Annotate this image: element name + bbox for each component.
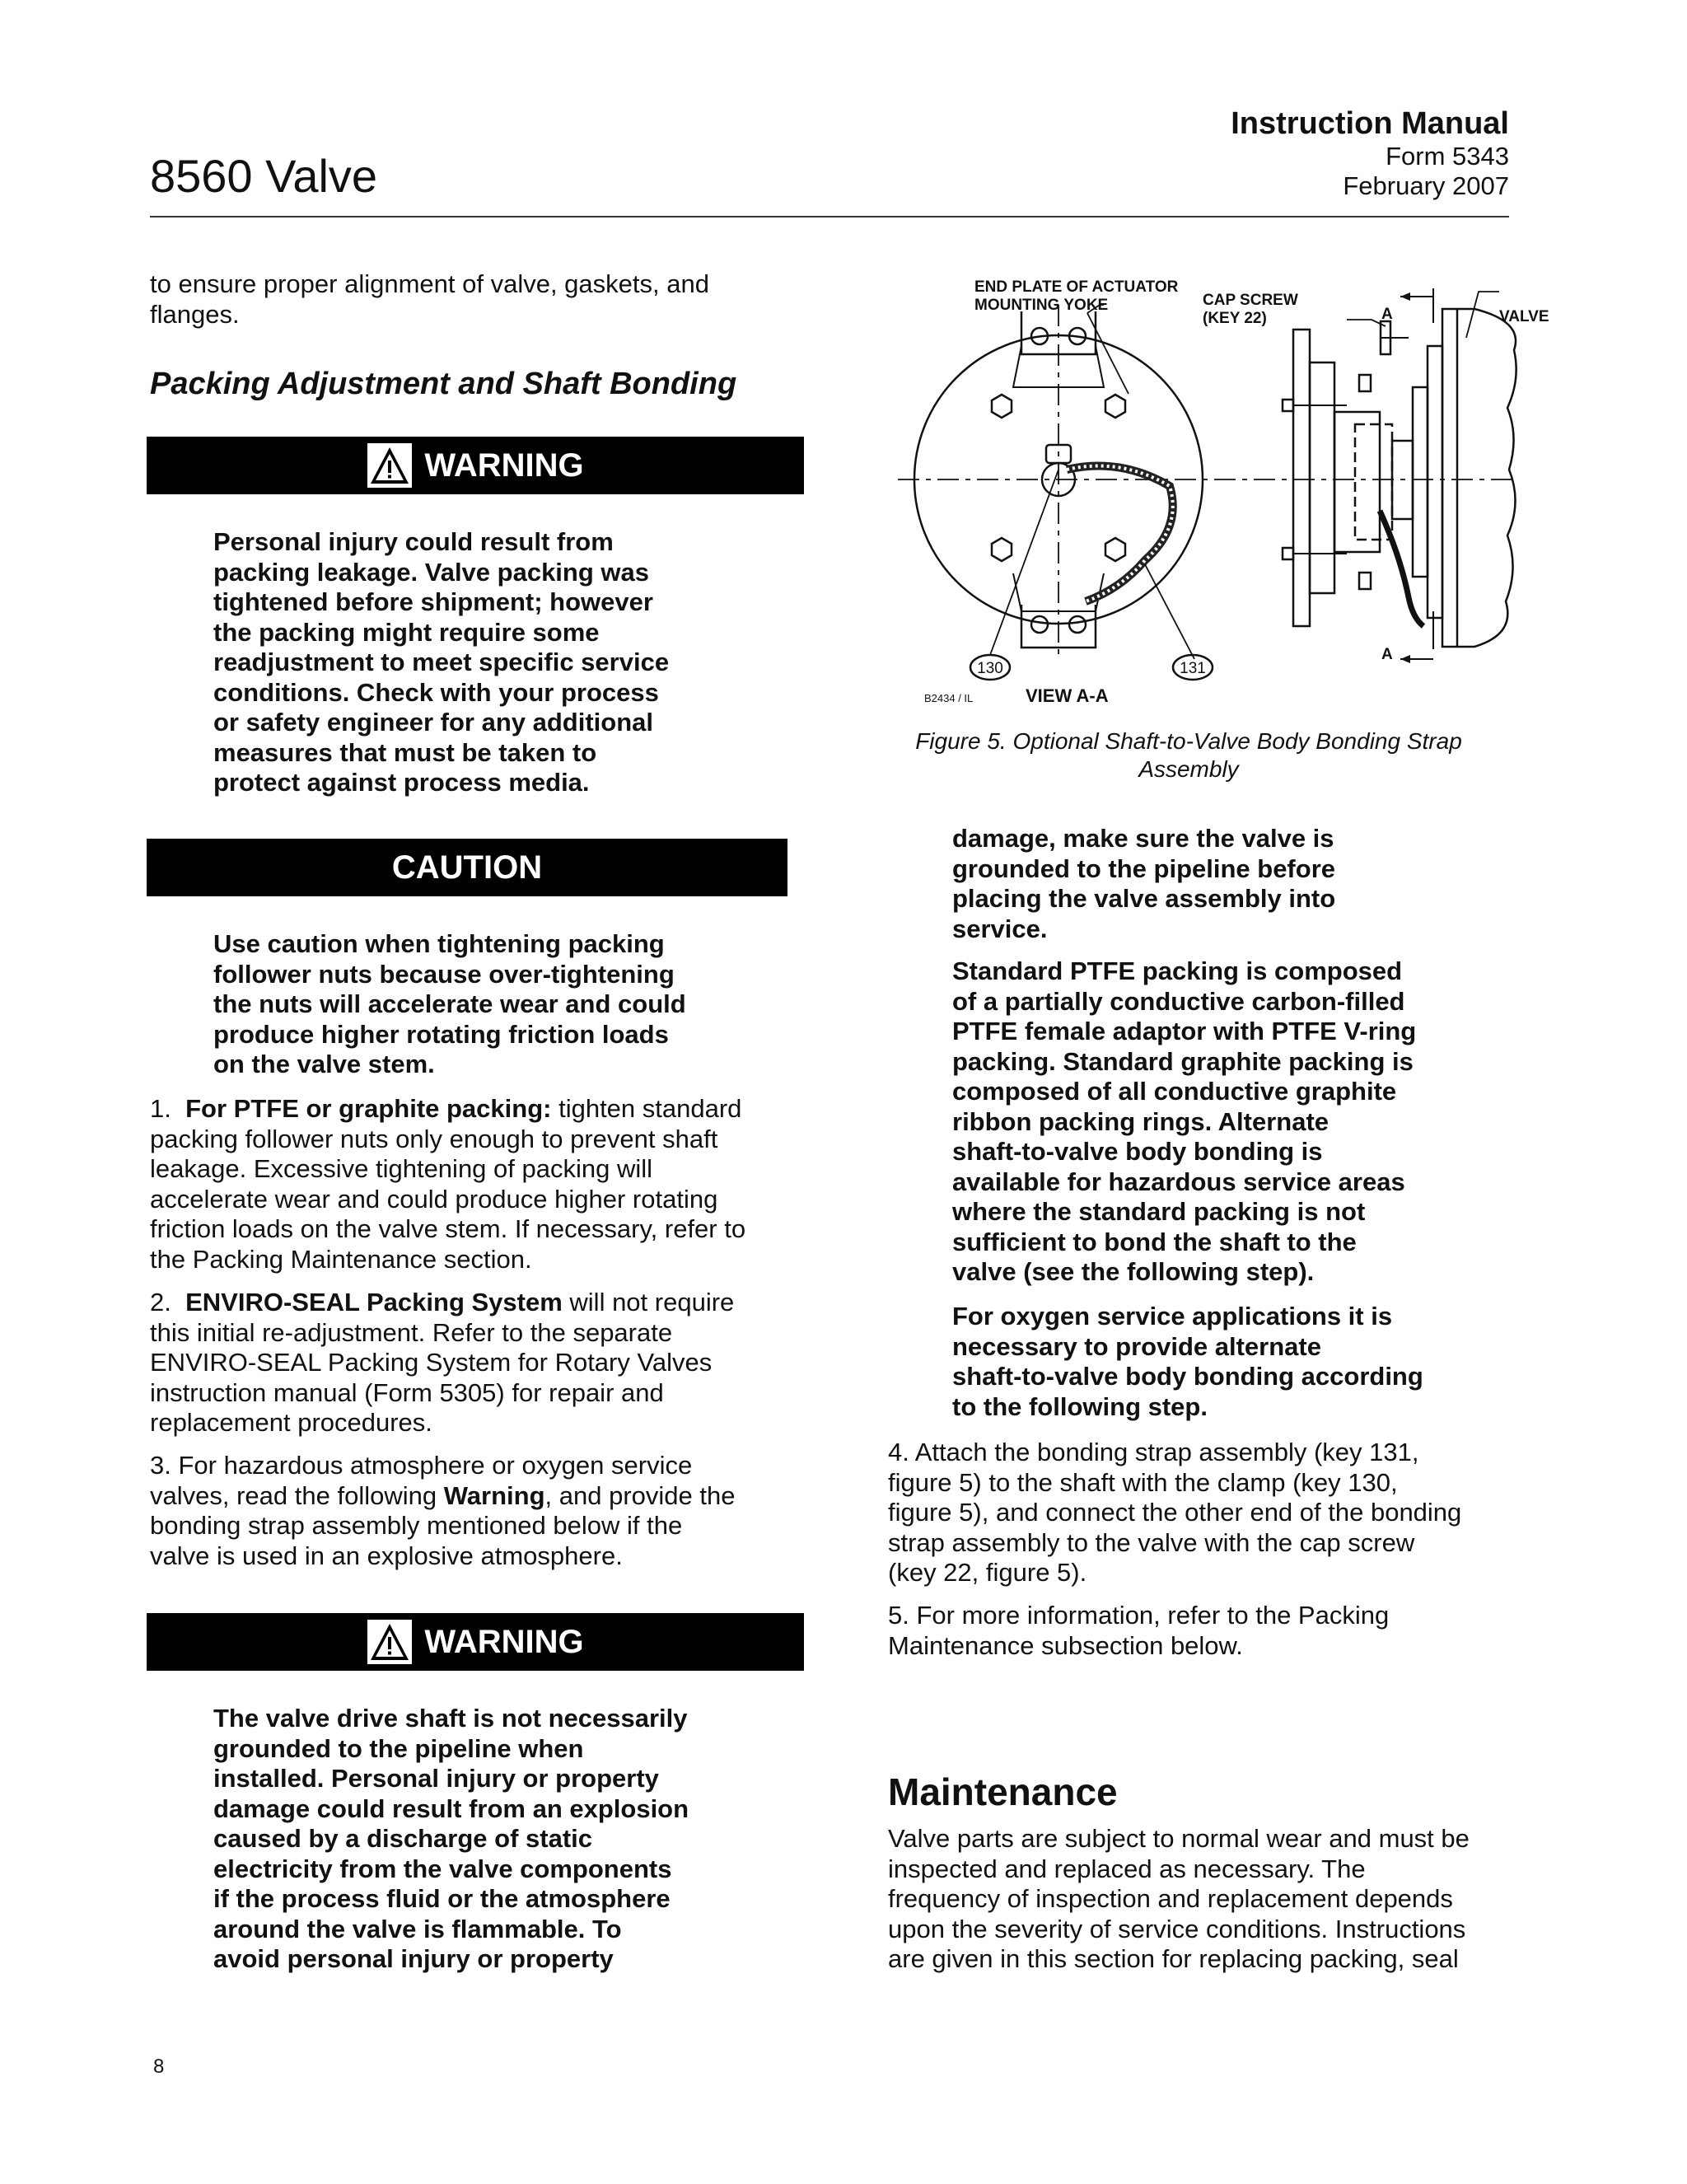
text-line: packing follower nuts only enough to prevent shaft <box>150 1124 718 1153</box>
caution-text <box>213 929 686 1080</box>
text-line: figure 5) to the shaft with the clamp (key 130, <box>888 1467 1398 1497</box>
text-line: flanges. <box>150 299 240 329</box>
page-number: 8 <box>153 2055 165 2078</box>
text-line: service. <box>952 914 1048 943</box>
step-bold-word: Warning <box>443 1480 545 1510</box>
text-line: damage could result from an explosion <box>213 1793 689 1823</box>
text-line: shaft-to-valve body bonding according <box>952 1362 1423 1391</box>
text-line: the Packing Maintenance section. <box>150 1244 532 1274</box>
text-line: 5. For more information, refer to the Packing <box>888 1601 1390 1630</box>
step-1 <box>150 1094 745 1274</box>
text-line: protect against process media. <box>213 768 590 797</box>
text-line: available for hazardous service areas <box>952 1167 1405 1196</box>
text-line: (key 22, figure 5). <box>888 1558 1087 1587</box>
text-line <box>150 1481 736 1512</box>
text-line: installed. Personal injury or property <box>213 1764 659 1793</box>
text-line: grounded to the pipeline before <box>952 853 1335 883</box>
text-line: the nuts will accelerate wear and could <box>213 989 686 1018</box>
text-line: PTFE female adaptor with PTFE V-ring <box>952 1017 1417 1045</box>
step-bold-lead: For PTFE or graphite packing: <box>185 1094 552 1123</box>
text-line: on the valve stem. <box>213 1050 435 1078</box>
text-line: are given in this section for replacing packing, seal <box>888 1944 1459 1973</box>
text-line: leakage. Excessive tightening of packing will <box>150 1154 653 1183</box>
step-text: tighten standard <box>551 1094 742 1123</box>
text-line: Use caution when tightening packing <box>213 929 665 958</box>
text-line: caused by a discharge of static <box>213 1824 593 1853</box>
warning-triangle-icon <box>367 442 413 489</box>
maintenance-heading: Maintenance <box>888 1770 1118 1813</box>
text-line: Maintenance subsection below. <box>888 1630 1243 1660</box>
drawing-code: B2434 / IL <box>924 692 974 704</box>
document-title: 8560 Valve <box>150 150 378 202</box>
text-line: packing leakage. Valve packing was <box>213 557 649 587</box>
warning-label: WARNING <box>424 447 584 484</box>
step-text: will not require <box>562 1288 735 1316</box>
text-line: instruction manual (Form 5305) for repair and <box>150 1377 664 1407</box>
figure-caption <box>888 727 1489 783</box>
step-text: valves, read the following <box>150 1480 444 1510</box>
label-key-22: (KEY 22) <box>1203 310 1267 327</box>
figure-5-drawing <box>898 272 1549 717</box>
text-line: ENVIRO-SEAL Packing System for Rotary Valves <box>150 1348 713 1377</box>
text-line: to ensure proper alignment of valve, gaskets, and <box>150 269 709 298</box>
text-line: Personal injury could result from <box>213 527 614 556</box>
text-line: this initial re-adjustment. Refer to the separate <box>150 1317 673 1347</box>
publication-date: February 2007 <box>1343 171 1509 200</box>
label-end-plate: END PLATE OF ACTUATOR <box>974 278 1179 296</box>
label-mounting-yoke: MOUNTING YOKE <box>974 297 1109 314</box>
text-line: avoid personal injury or property <box>213 1944 614 1973</box>
text-line: 4. Attach the bonding strap assembly (key 131, <box>888 1438 1419 1466</box>
text-line: where the standard packing is not <box>952 1197 1366 1226</box>
warning-banner-2 <box>147 1613 804 1671</box>
step-bold-lead: ENVIRO-SEAL Packing System <box>185 1288 563 1316</box>
text-line: grounded to the pipeline when <box>213 1733 584 1763</box>
text-line: tightened before shipment; however <box>213 587 653 616</box>
text-line: to the following step. <box>952 1391 1208 1421</box>
text-line: accelerate wear and could produce higher rotating <box>150 1184 718 1214</box>
oxygen-service-note <box>952 1302 1423 1422</box>
text-line: Assembly <box>1138 756 1239 782</box>
caution-label: CAUTION <box>391 849 543 886</box>
section-mark-top: A <box>1381 306 1393 323</box>
section-mark-bottom: A <box>1381 646 1393 663</box>
text-line: inspected and replaced as necessary. The <box>888 1854 1366 1883</box>
step-2 <box>150 1288 734 1438</box>
callout-131: 131 <box>1180 660 1206 677</box>
text-line: electricity from the valve components <box>213 1854 672 1883</box>
manual-label: Instruction Manual <box>1231 106 1509 141</box>
text-line: For oxygen service applications it is <box>952 1302 1393 1331</box>
text-line: necessary to provide alternate <box>952 1331 1321 1361</box>
text-line: replacement procedures. <box>150 1408 432 1437</box>
text-line: measures that must be taken to <box>213 737 597 767</box>
text-line: valve is used in an explosive atmosphere. <box>150 1541 623 1570</box>
text-line: The valve drive shaft is not necessarily <box>213 1704 688 1733</box>
text-line: Figure 5. Optional Shaft-to-Valve Body Bonding Strap <box>915 728 1462 754</box>
text-line: friction loads on the valve stem. If necessary, refer to <box>150 1214 746 1243</box>
text-line: frequency of inspection and replacement depends <box>888 1884 1453 1913</box>
text-line: readjustment to meet specific service <box>213 648 670 676</box>
text-line: Valve parts are subject to normal wear and must be <box>888 1824 1470 1853</box>
step-4 <box>888 1438 1461 1588</box>
text-line: 3. For hazardous atmosphere or oxygen service <box>150 1451 693 1480</box>
label-valve: VALVE <box>1499 308 1549 325</box>
warning-banner <box>147 437 804 494</box>
warning-2-text <box>213 1704 689 1975</box>
caution-banner <box>147 839 787 896</box>
text-line: placing the valve assembly into <box>952 884 1336 913</box>
text-line: of a partially conductive carbon-filled <box>952 986 1405 1016</box>
intro-paragraph <box>150 269 709 330</box>
warning-continuation <box>952 824 1335 944</box>
text-line: follower nuts because over-tightening <box>213 959 675 989</box>
view-label: VIEW A-A <box>1026 685 1109 706</box>
callout-130: 130 <box>977 660 1003 677</box>
text-line: conditions. Check with your process <box>213 677 659 707</box>
text-line: the packing might require some <box>213 617 600 647</box>
text-line: damage, make sure the valve is <box>952 824 1334 853</box>
step-3 <box>150 1451 736 1571</box>
step-number: 1. <box>150 1094 171 1123</box>
warning-text <box>213 527 669 798</box>
section-heading: Packing Adjustment and Shaft Bonding <box>150 367 737 401</box>
maintenance-paragraph <box>888 1824 1470 1975</box>
step-5 <box>888 1601 1389 1661</box>
text-line: figure 5), and connect the other end of the bonding <box>888 1498 1462 1527</box>
text-line: upon the severity of service conditions. Instructions <box>888 1914 1466 1943</box>
text-line: or safety engineer for any additional <box>213 708 654 737</box>
label-cap-screw: CAP SCREW <box>1203 292 1298 309</box>
text-line: strap assembly to the valve with the cap screw <box>888 1527 1415 1557</box>
text-line <box>150 1288 734 1318</box>
step-number: 2. <box>150 1288 171 1316</box>
form-number: Form 5343 <box>1386 142 1509 171</box>
header-divider <box>150 216 1509 217</box>
text-line: shaft-to-valve body bonding is <box>952 1137 1323 1166</box>
step-text: , and provide the <box>544 1480 736 1510</box>
warning-label: WARNING <box>424 1623 584 1660</box>
header-meta <box>1231 105 1509 201</box>
text-line: packing. Standard graphite packing is <box>952 1046 1414 1076</box>
text-line: bonding strap assembly mentioned below if the <box>150 1511 683 1540</box>
text-line: Standard PTFE packing is composed <box>952 956 1403 985</box>
text-line: valve (see the following step). <box>952 1257 1315 1286</box>
text-line: ribbon packing rings. Alternate <box>952 1106 1330 1136</box>
text-line <box>150 1094 745 1125</box>
text-line: if the process fluid or the atmosphere <box>213 1884 671 1913</box>
warning-triangle-icon <box>367 1619 413 1665</box>
text-line: produce higher rotating friction loads <box>213 1019 669 1049</box>
text-line: composed of all conductive graphite <box>952 1077 1397 1106</box>
text-line: around the valve is flammable. To <box>213 1914 622 1943</box>
text-line: sufficient to bond the shaft to the <box>952 1227 1357 1256</box>
ptfe-packing-note <box>952 956 1416 1288</box>
